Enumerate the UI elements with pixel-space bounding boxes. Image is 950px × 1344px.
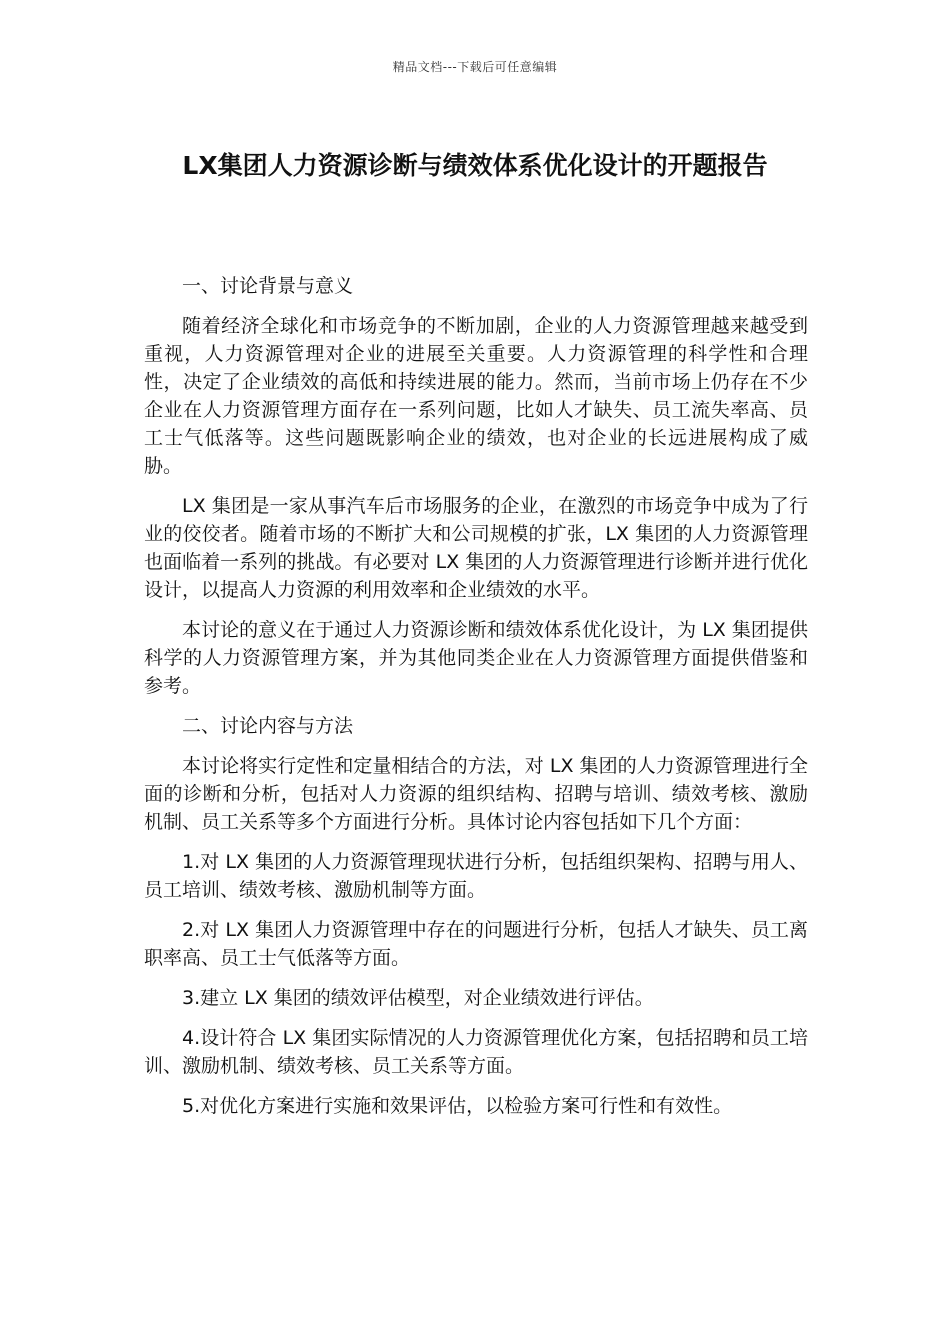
paragraph: LX 集团是一家从事汽车后市场服务的企业，在激烈的市场竞争中成为了行业的佼佼者。随着市场的不断扩大和公司规模的扩张，LX 集团的人力资源管理也面临着一系列的挑战。有必要对 LX 集团的人力资源管理进行诊断并进行优化设计，以提高人力资源的利用效率和企业绩效的水平。 [144,495,808,601]
list-item: 1.对 LX 集团的人力资源管理现状进行分析，包括组织架构、招聘与用人、员工培训、绩效考核、激励机制等方面。 [144,851,808,901]
document-body [144,272,808,1132]
list-item: 3.建立 LX 集团的绩效评估模型，对企业绩效进行评估。 [182,987,654,1009]
list-item: 2.对 LX 集团人力资源管理中存在的问题进行分析，包括人才缺失、员工离职率高、员工士气低落等方面。 [144,919,808,969]
paragraph: 本讨论的意义在于通过人力资源诊断和绩效体系优化设计，为 LX 集团提供科学的人力资源管理方案，并为其他同类企业在人力资源管理方面提供借鉴和参考。 [144,619,808,697]
paragraph: 本讨论将实行定性和定量相结合的方法，对 LX 集团的人力资源管理进行全面的诊断和分析，包括对人力资源的组织结构、招聘与培训、绩效考核、激励机制、员工关系等多个方面进行分析。具体讨论内容包括如下几个方面： [144,755,808,833]
list-item: 5.对优化方案进行实施和效果评估，以检验方案可行性和有效性。 [182,1095,733,1117]
section-heading-content-method: 二、讨论内容与方法 [182,715,354,737]
list-item: 4.设计符合 LX 集团实际情况的人力资源管理优化方案，包括招聘和员工培训、激励机制、绩效考核、员工关系等方面。 [144,1027,808,1077]
header-note: 精品文档---下载后可任意编辑 [392,60,558,74]
section-heading-background: 一、讨论背景与意义 [182,275,354,297]
document-title: LX集团人力资源诊断与绩效体系优化设计的开题报告 [182,151,768,180]
paragraph: 随着经济全球化和市场竞争的不断加剧，企业的人力资源管理越来越受到重视，人力资源管理对企业的进展至关重要。人力资源管理的科学性和合理性，决定了企业绩效的高低和持续进展的能力。然而，当前市场上仍存在不少企业在人力资源管理方面存在一系列问题，比如人才缺失、员工流失率高、员工士气低落等。这些问题既影响企业的绩效，也对企业的长远进展构成了威胁。 [144,315,808,477]
